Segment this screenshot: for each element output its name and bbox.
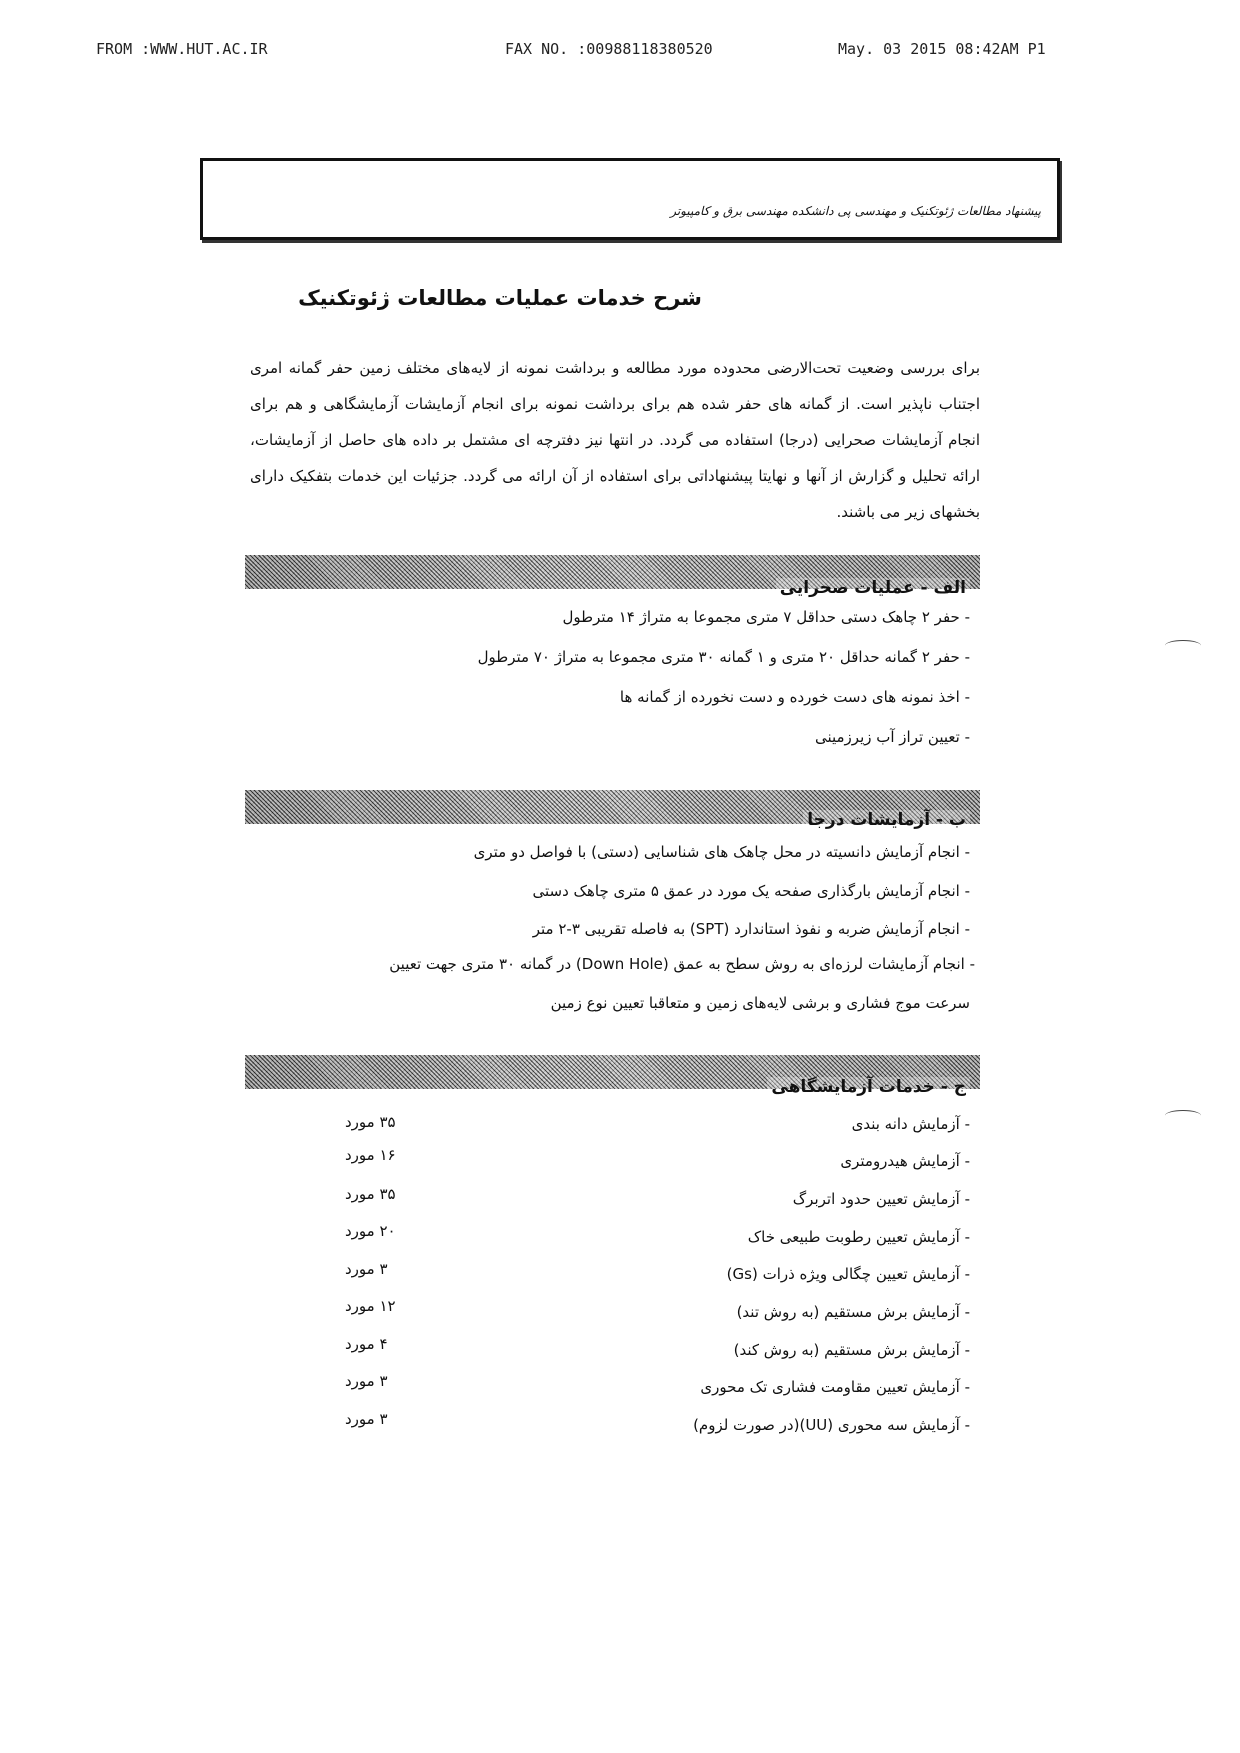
lab-item-label: - آزمایش تعیین چگالی ویژه ذرات (Gs) xyxy=(726,1265,970,1283)
lab-item-label: - آزمایش هیدرومتری xyxy=(840,1152,970,1170)
lab-item-label: - آزمایش تعیین مقاومت فشاری تک محوری xyxy=(700,1378,970,1396)
header-caption: پیشنهاد مطالعات ژئوتکنیک و مهندسی پی دانشکده مهندسی برق و کامپیوتر xyxy=(670,204,1041,218)
document-title: شرح خدمات عملیات مطالعات ژئوتکنیک xyxy=(298,286,702,310)
fax-number: FAX NO. :00988118380520 xyxy=(505,40,713,58)
intro-paragraph: برای بررسی وضعیت تحت‌الارضی محدوده مورد مطالعه و برداشت نمونه از لایه‌های مختلف زمین حفر گمانه امری اجتناب ناپذیر است. از گمانه های حفر شده هم برای برداشت نمونه برای انجام آزمایشات آزمایشگاهی و هم برای انجام آزمایشات صحرایی (درجا) استفاده می گردد. در انتها نیز دفترچه ای مشتمل بر داده های حاصل از آزمایشات، ارائه تحلیل و گزارش از آنها و نهایتا پیشنهاداتی برای استفاده از آن ارائه می گردد. جزئیات این خدمات بتفکیک دارای بخشهای زیر می باشند. xyxy=(250,359,980,521)
lab-item-count: ۳۵ مورد xyxy=(345,1185,396,1203)
fax-header xyxy=(0,40,1240,70)
lab-item-count: ۱۲ مورد xyxy=(345,1297,396,1315)
fax-date: May. 03 2015 08:42AM P1 xyxy=(838,40,1046,58)
lab-item-label: - آزمایش تعیین رطوبت طبیعی خاک xyxy=(747,1228,970,1246)
insitu-item: - انجام آزمایش بارگذاری صفحه یک مورد در عمق ۵ متری چاهک دستی xyxy=(532,882,970,900)
section-title-field: الف - عملیات صحرایی xyxy=(776,578,970,598)
insitu-item: - انجام آزمایشات لرزه‌ای به روش سطح به عمق (Down Hole) در گمانه ۳۰ متری جهت تعیین xyxy=(389,955,975,973)
section-title-insitu: ب - آزمایشات درجا xyxy=(803,810,970,830)
field-item: - تعیین تراز آب زیرزمینی xyxy=(814,728,970,746)
lab-item-count: ۳ مورد xyxy=(345,1260,388,1278)
fax-from: FROM :WWW.HUT.AC.IR xyxy=(96,40,268,58)
field-item: - حفر ۲ چاهک دستی حداقل ۷ متری مجموعا به متراژ ۱۴ مترطول xyxy=(562,608,970,626)
lab-item-count: ۳ مورد xyxy=(345,1410,388,1428)
lab-item-count: ۱۶ مورد xyxy=(345,1146,396,1164)
lab-item-label: - آزمایش برش مستقیم (به روش تند) xyxy=(736,1303,970,1321)
lab-item-label: - آزمایش سه محوری (UU)(در صورت لزوم) xyxy=(693,1416,970,1434)
lab-item-label: - آزمایش تعیین حدود اتربرگ xyxy=(792,1190,970,1208)
lab-item-label: - آزمایش برش مستقیم (به روش کند) xyxy=(733,1341,970,1359)
insitu-item: - انجام آزمایش ضربه و نفوذ استاندارد (SPT) به فاصله تقریبی ۳-۲ متر xyxy=(532,920,970,938)
section-title-lab: ج - خدمات آزمایشگاهی xyxy=(767,1077,970,1097)
insitu-item: سرعت موج فشاری و برشی لایه‌های زمین و متعاقبا تعیین نوع زمین xyxy=(550,994,970,1012)
scan-edge-mark xyxy=(1165,640,1201,651)
lab-item-count: ۲۰ مورد xyxy=(345,1222,396,1240)
scan-edge-mark xyxy=(1165,1110,1201,1121)
lab-item-label: - آزمایش دانه بندی xyxy=(851,1115,970,1133)
lab-item-count: ۳ مورد xyxy=(345,1372,388,1390)
field-item: - حفر ۲ گمانه حداقل ۲۰ متری و ۱ گمانه ۳۰ متری مجموعا به متراژ ۷۰ مترطول xyxy=(477,648,970,666)
insitu-item: - انجام آزمایش دانسیته در محل چاهک های شناسایی (دستی) با فواصل دو متری xyxy=(473,843,970,861)
lab-item-count: ۴ مورد xyxy=(345,1335,388,1353)
lab-item-count: ۳۵ مورد xyxy=(345,1113,396,1131)
document-header-box xyxy=(200,158,1060,240)
field-item: - اخذ نمونه های دست خورده و دست نخورده از گمانه ها xyxy=(619,688,970,706)
